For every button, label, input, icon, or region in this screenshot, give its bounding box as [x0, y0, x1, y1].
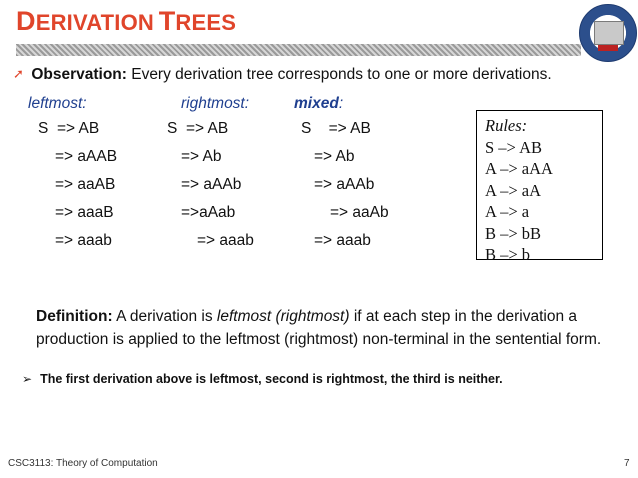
rule-item: B –> b	[485, 245, 531, 264]
rule-item: A –> aAA	[485, 159, 553, 178]
leftmost-step: => aaaB	[55, 204, 114, 221]
arrowhead-bullet-icon: ➢	[22, 372, 33, 386]
mixed-heading: mixed:	[294, 95, 344, 112]
rules-heading: Rules:	[485, 116, 528, 135]
leftmost-step: => aaAB	[55, 176, 116, 193]
rule-item: B –> bB	[485, 223, 542, 243]
title-underline-bar	[16, 44, 581, 56]
mixed-step: => aAAb	[314, 176, 375, 193]
observation-line	[13, 66, 552, 84]
rightmost-step: => aaab	[197, 232, 254, 249]
rules-box	[476, 110, 603, 264]
mixed-step: S => AB	[301, 120, 371, 137]
definition-block: Definition: A derivation is leftmost (rightmost) if at each step in the derivation a production is applied to the leftmost (rightmost) non-terminal in the sentential form.	[13, 304, 613, 351]
rule-item: S –> AB	[485, 137, 542, 157]
rightmost-step: S => AB	[167, 120, 229, 137]
definition-emphasis: leftmost (rightmost)	[216, 308, 350, 325]
sub-point	[22, 372, 503, 386]
slide-title: DERIVATION TREES	[16, 6, 237, 36]
sub-point-text: The first derivation above is leftmost, second is rightmost, the third is neither.	[40, 372, 503, 386]
mixed-step: => Ab	[314, 148, 355, 165]
seal-emblem-icon	[594, 21, 624, 45]
mixed-step: => aaAb	[330, 204, 389, 221]
leftmost-step: S => AB	[38, 120, 100, 137]
mixed-step: => aaab	[314, 232, 371, 249]
rightmost-step: =>aAab	[181, 204, 236, 221]
rightmost-heading: rightmost:	[181, 95, 250, 112]
leftmost-heading: leftmost:	[28, 95, 87, 112]
university-seal-logo	[579, 4, 637, 62]
seal-ribbon	[598, 45, 618, 51]
rule-item: A –> a	[485, 202, 530, 221]
observation-text: Every derivation tree corresponds to one or more derivations.	[126, 66, 552, 83]
definition-label: Definition:	[36, 308, 113, 325]
rightmost-step: => aAAb	[181, 176, 242, 193]
rule-item: A –> aA	[485, 180, 542, 200]
page-number: 7	[624, 458, 630, 469]
leftmost-step: => aaab	[55, 232, 112, 249]
observation-label: Observation:	[31, 66, 127, 83]
footer-course: CSC3113: Theory of Computation	[8, 458, 158, 469]
rightmost-step: => Ab	[181, 148, 222, 165]
arrow-bullet-icon	[13, 304, 27, 327]
arrow-bullet-icon: ➚	[13, 66, 24, 81]
leftmost-step: => aAAB	[55, 148, 118, 165]
